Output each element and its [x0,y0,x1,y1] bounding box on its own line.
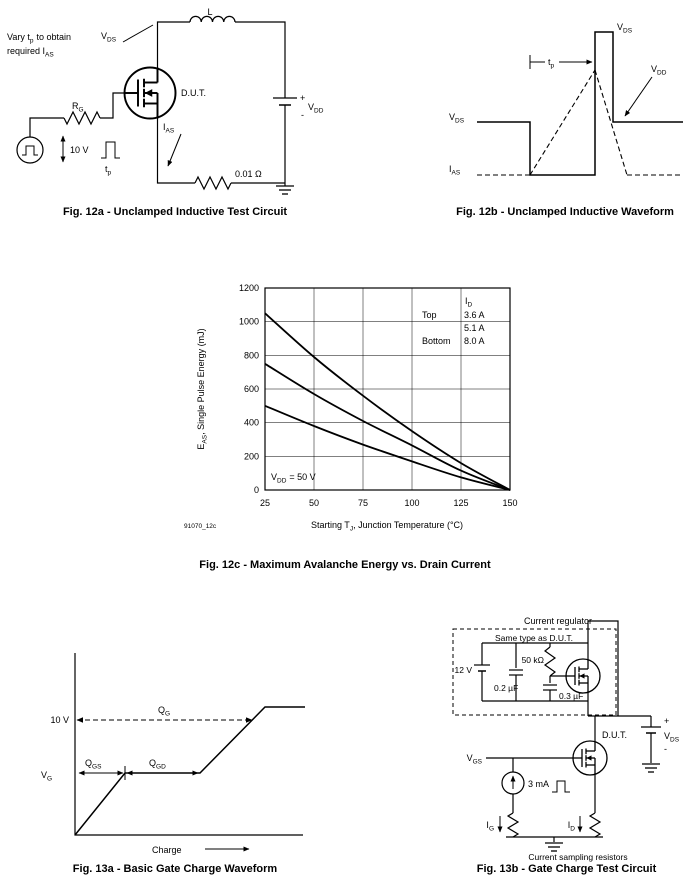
label-current-regulator: Current regulator [523,616,593,626]
tp-annotation [530,55,592,69]
label-vgs: $V_{GS}$ [466,753,482,766]
y-axis-tick-labels [239,283,259,495]
label-inductor: L [207,8,213,17]
y-tick-label: 800 [243,350,259,361]
label-vds: $V_{DS}$ [101,31,117,44]
vds-pointer [123,25,153,42]
label-vds-level: $V_{DS}$ [449,112,465,125]
label-vds-peak: $V_{DS}$ [617,22,633,35]
vdd-pointer-arrow [625,77,652,116]
pulse-glyph [552,781,570,792]
cap-0-2uf [509,670,523,675]
battery-12v [474,665,490,673]
legend-row-top: Top [422,310,437,320]
dut-mosfet [573,741,607,775]
label-tp: $t_p$ [548,57,555,70]
fig-12a-test-circuit [5,8,350,208]
label-0-2uf: 0.2 µF [494,683,519,693]
note-line2: required $I_{AS}$ [7,46,54,59]
legend-value-mid: 5.1 A [464,323,485,333]
legend-value-bottom: 8.0 A [464,336,485,346]
gate-voltage-waveform [75,707,305,835]
label-plus: + [300,93,306,103]
fig-13b-test-circuit [428,613,688,865]
fig-13a-waveform [25,645,325,860]
label-qgs: $Q_{GS}$ [85,758,102,771]
label-dut: D.U.T. [602,730,628,740]
label-12v: 12 V [454,665,472,675]
label-vdd: $V_{DD}$ [651,64,667,77]
pulse-generator [17,137,43,163]
label-minus: - [664,744,667,754]
label-qgd: $Q_{GD}$ [149,758,166,771]
resistor-50k [545,647,555,676]
chart-note-vdd: $V_{DD} = 50$ V [271,472,316,485]
dut-mosfet [125,68,176,119]
label-vdd: $V_{DD}$ [308,102,324,115]
label-shunt: 0.01 Ω [235,169,262,179]
label-vg: $V_G$ [41,770,53,783]
x-axis-title: Starting $T_J$, Junction Temperature (°C) [310,520,464,533]
label-0-3uf: 0.3 µF [559,691,584,701]
axes [75,653,303,835]
ig-sampling-resistor [508,813,518,837]
wire [158,22,286,186]
ground-symbol [642,764,660,772]
x-tick-label: 50 [308,498,320,508]
ground-symbol [545,843,563,851]
chart-legend [422,296,485,346]
x-tick-label: 100 [404,498,420,508]
fig-12c-chart [168,278,553,568]
inductor [190,16,235,22]
label-10v: 10 V [50,715,69,725]
fig12a-caption: Fig. 12a - Unclamped Inductive Test Circuit [62,206,288,218]
fig12b-caption: Fig. 12b - Unclamped Inductive Waveform [456,206,674,218]
label-rg: $R_G$ [72,101,84,114]
label-ias: $I_{AS}$ [449,164,461,177]
x-tick-label: 125 [453,498,469,508]
shunt-resistor [195,177,231,189]
id-sampling-resistor [590,813,600,837]
x-axis-tick-labels [260,498,518,508]
regulator-mosfet [566,659,600,693]
legend-header: $I_D$ [465,296,473,309]
fig13a-caption: Fig. 13a - Basic Gate Charge Waveform [72,863,278,875]
current-source-3ma [502,772,524,794]
y-tick-label: 1200 [238,283,259,293]
label-qg: $Q_G$ [158,705,171,718]
label-pulse-amplitude: 10 V [70,145,89,155]
label-vds: $V_{DS}$ [664,731,680,744]
wire [30,93,125,137]
y-tick-label: 400 [243,417,259,428]
label-charge: Charge [152,845,182,855]
label-ig: $I_G$ [486,820,494,833]
y-tick-label: 1000 [238,316,259,327]
label-ias: $I_{AS}$ [163,122,175,135]
x-tick-label: 25 [259,498,271,508]
battery-vdd [273,98,297,105]
fig13b-caption: Fig. 13b - Gate Charge Test Circuit [476,863,657,875]
label-minus: - [301,110,304,120]
fig12c-caption: Fig. 12c - Maximum Avalanche Energy vs. Drain Current [199,559,491,571]
ias-arrow [168,134,181,166]
label-3ma: 3 mA [528,779,550,789]
x-tick-label: 75 [357,498,369,508]
note-line1: Vary $t_p$ to obtain [7,32,71,45]
label-dut: D.U.T. [181,88,207,98]
x-tick-label: 150 [502,498,518,508]
label-tp: $t_p$ [105,164,112,177]
y-tick-label: 0 [253,485,259,495]
gate-resistor [64,112,100,124]
label-plus: + [664,716,670,726]
battery-vds [641,727,661,733]
label-50k: 50 kΩ [521,655,544,665]
pulse-width-glyph [101,142,120,158]
legend-value-top: 3.6 A [464,310,485,320]
label-sampling-resistors: Current sampling resistors [528,852,628,862]
vds-waveform [477,32,683,175]
fig-12b-waveform [445,10,690,205]
ground-symbol [276,186,294,194]
label-id: $I_D$ [567,820,575,833]
cap-0-3uf [543,685,557,690]
y-tick-label: 600 [243,384,259,394]
y-tick-label: 200 [243,451,259,462]
chart-watermark: 91070_12c [184,523,217,530]
legend-row-bottom: Bottom [422,336,451,346]
y-axis-title: $E_{AS}$, Single Pulse Energy (mJ) [196,328,209,450]
label-same-type: Same type as D.U.T. [495,633,573,643]
